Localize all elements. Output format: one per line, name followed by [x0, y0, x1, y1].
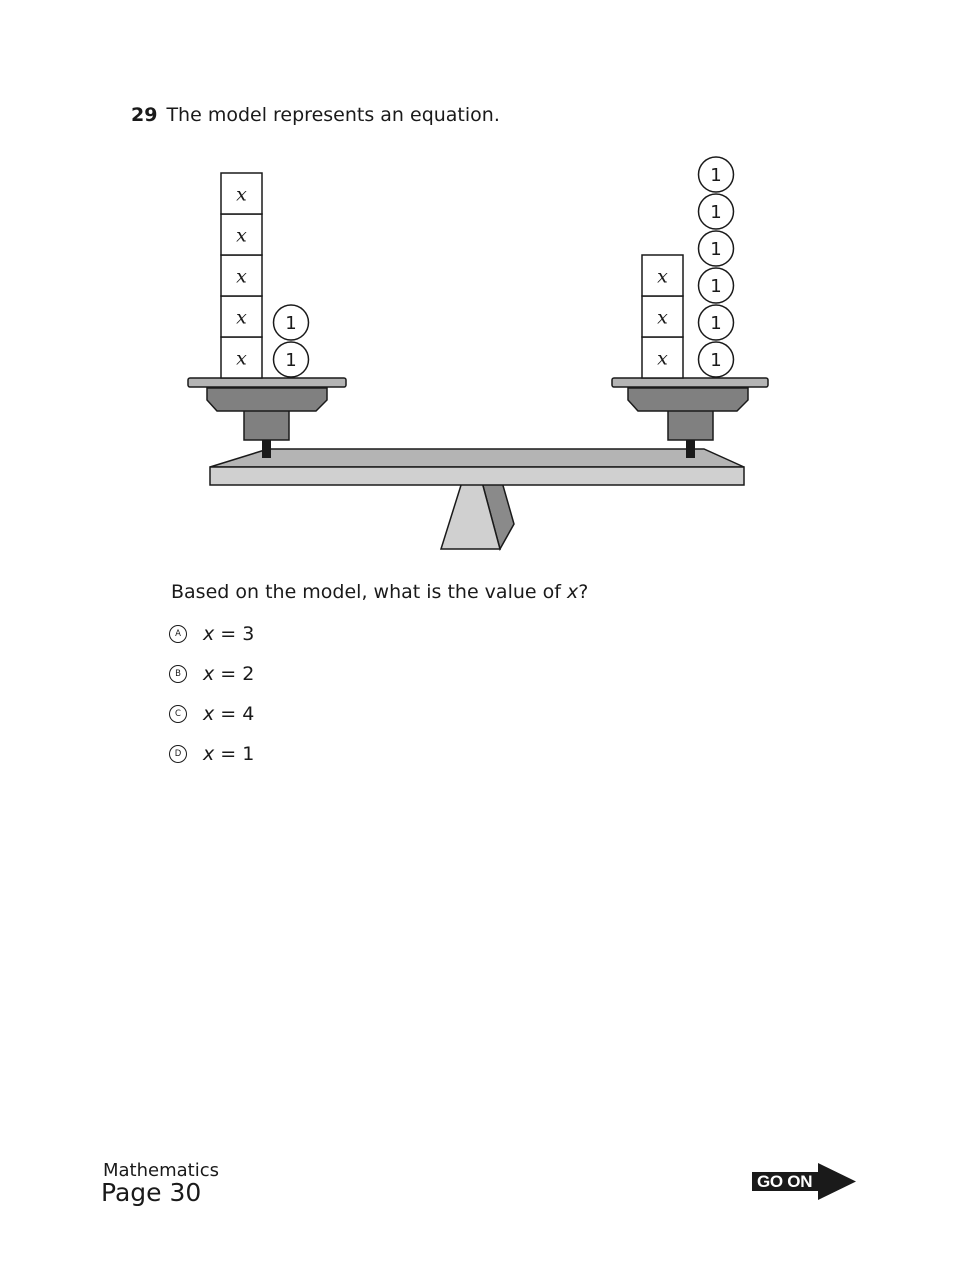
choice-c-bubble[interactable]: C [169, 705, 187, 723]
left-x-tile-label: x [236, 306, 247, 329]
choice-b[interactable] [169, 662, 254, 686]
left-unit-tile-label: 1 [285, 350, 297, 371]
right-pan [612, 378, 768, 387]
footer-page-number: Page 30 [101, 1178, 202, 1207]
choice-a-text: x = 3 [203, 623, 255, 645]
choice-c[interactable] [169, 702, 254, 726]
choice-a-bubble[interactable]: A [169, 625, 187, 643]
choice-c-text: x = 4 [203, 703, 255, 725]
footer-subject: Mathematics [103, 1160, 219, 1181]
right-x-tile-label: x [657, 306, 668, 329]
right-unit-tile-label: 1 [710, 313, 722, 334]
right-unit-tile-label: 1 [710, 202, 722, 223]
right-x-tile-label: x [657, 347, 668, 370]
choice-d[interactable] [169, 742, 254, 766]
beam-top [210, 449, 744, 467]
algebra-tiles [221, 157, 734, 378]
choice-d-text: x = 1 [203, 743, 255, 765]
question-number: 29 [131, 104, 158, 126]
prompt-text: Based on the model, what is the value of [171, 581, 567, 603]
right-pan-stem [668, 410, 713, 440]
choice-b-text: x = 2 [203, 663, 255, 685]
question-text: The model represents an equation. [166, 104, 500, 126]
left-pan [188, 378, 346, 387]
prompt [171, 581, 588, 603]
left-x-tile-label: x [236, 183, 247, 206]
right-unit-tile-label: 1 [710, 165, 722, 186]
prompt-variable: x [566, 581, 579, 603]
choice-b-bubble[interactable]: B [169, 665, 187, 683]
right-x-tile-label: x [657, 265, 668, 288]
beam [210, 467, 744, 485]
left-pan-stem [244, 410, 289, 440]
left-unit-tile-label: 1 [285, 313, 297, 334]
left-x-tile-label: x [236, 347, 247, 370]
left-post [262, 439, 271, 458]
right-unit-tile-label: 1 [710, 276, 722, 297]
right-post [686, 439, 695, 458]
choice-d-bubble[interactable]: D [169, 745, 187, 763]
right-pan-base [628, 388, 748, 411]
left-pan-base [207, 388, 327, 411]
choice-a[interactable] [169, 622, 254, 646]
balance-scale-figure [0, 0, 978, 600]
left-x-tile-label: x [236, 224, 247, 247]
right-unit-tile-label: 1 [710, 350, 722, 371]
go-on-label: GO ON [757, 1172, 813, 1191]
right-unit-tile-label: 1 [710, 239, 722, 260]
left-x-tile-label: x [236, 265, 247, 288]
prompt-end: ? [578, 581, 589, 603]
